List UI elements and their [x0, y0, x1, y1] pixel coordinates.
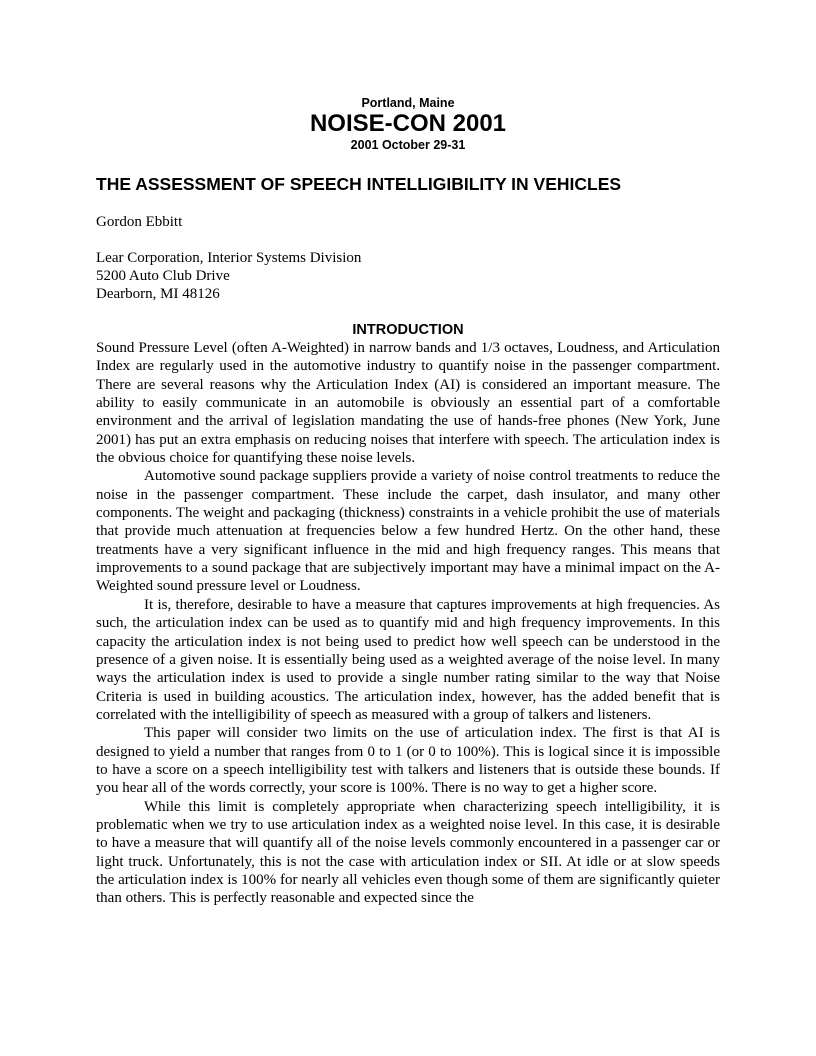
- section-body-introduction: [96, 339, 720, 908]
- document-page: [96, 95, 720, 908]
- section-heading-introduction: INTRODUCTION: [352, 322, 464, 338]
- conference-dates: 2001 October 29-31: [350, 138, 466, 152]
- paragraph: It is, therefore, desirable to have a measure that captures improvements at high frequencies. As such, the articulation index can be used as to quantify mid and high frequency improvements. In this capacity the articulation index is not being used to predict how well speech can be understood in the presence of a given noise. It is essentially being used as a weighted average of the noise level. In many ways the articulation index is used to provide a single number rating similar to the way that Noise Criteria is used in building acoustics. The articulation index, however, has the added benefit that is correlated with the intelligibility of speech as measured with a group of talkers and listeners.: [96, 596, 720, 723]
- affiliation-street: 5200 Auto Club Drive: [96, 268, 230, 284]
- paragraph: Automotive sound package suppliers provide a variety of noise control treatments to reduce the noise in the passenger compartment. These include the carpet, dash insulator, and many other components. The weight and packaging (thickness) constraints in a vehicle prohibit the use of materials that provide much attenuation at frequencies below a few hundred Hertz. On the other hand, these treatments have a very significant influence in the mid and high frequency ranges. This means that improvements to a sound package that are subjectively important may have a minimal impact on the A-Weighted sound pressure level or Loudness.: [96, 468, 720, 595]
- author-affiliation: [96, 249, 720, 303]
- paragraph: While this limit is completely appropriate when characterizing speech intelligibility, it is problematic when we try to use articulation index as a weighted noise level. In this case, it is desirable to have a measure that will quantify all of the noise levels commonly encountered in a passenger car or light truck. Unfortunately, this is not the case with articulation index or SII. At idle or at slow speeds the articulation index is 100% for nearly all vehicles even though some of them are significantly quieter than others. This is perfectly reasonable and expected since the: [96, 798, 720, 907]
- paragraph: Sound Pressure Level (often A-Weighted) in narrow bands and 1/3 octaves, Loudness, and Articulation Index are regularly used in the automotive industry to quantify noise in the passenger compartment. There are several reasons why the Articulation Index (AI) is considered an important measure. The ability to easily communicate in an automobile is obviously an essential part of a comfortable environment and the arrival of legislation mandating the use of hands-free phones (New York, June 2001) has put an extra emphasis on reducing noises that interfere with speech. The articulation index is the obvious choice for quantifying these noise levels.: [96, 340, 720, 467]
- affiliation-organization: Lear Corporation, Interior Systems Division: [96, 250, 362, 266]
- paper-title: THE ASSESSMENT OF SPEECH INTELLIGIBILITY IN VEHICLES: [96, 174, 622, 194]
- author-name: Gordon Ebbitt: [96, 214, 183, 230]
- affiliation-city: Dearborn, MI 48126: [96, 286, 220, 302]
- conference-name: NOISE-CON 2001: [309, 110, 507, 137]
- conference-location: Portland, Maine: [361, 96, 455, 110]
- paragraph: This paper will consider two limits on the use of articulation index. The first is that AI is designed to yield a number that ranges from 0 to 1 (or 0 to 100%). This is logical since it is impossible to have a score on a speech intelligibility test with talkers and listeners that is outside these bounds. If you hear all of the words correctly, your score is 100%. There is no way to get a higher score.: [96, 725, 720, 797]
